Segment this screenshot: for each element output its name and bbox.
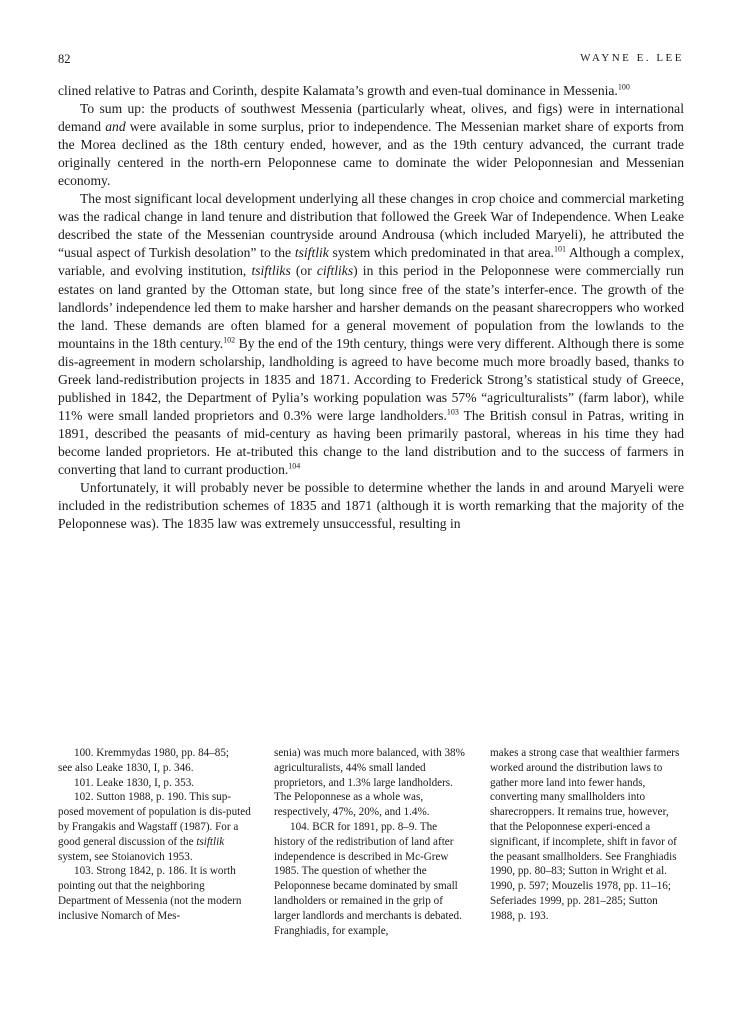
footnote: 101. Leake 1830, I, p. 353. [74,776,195,789]
paragraph: The most significant local development underlying all these changes in crop choice and commercial marketing was the radical change in land tenure and distribution that followed the Greek War of Independence. When Leake described the state of the Messenian countryside around Androusa (which included Maryeli), he attributed the “usual aspect of Turkish desolation” to the tsiftlik system which predominated in that area.$^{101}$ Although a complex, variable, and evolving institution, tsiftliks (or ciftliks) in this period in the Peloponnese were commercially run estates on land granted by the Ottoman state, but long since free of the state’s interfer-ence. The growth of the landlords’ independence led them to make harsher and harsher demands on the peasant sharecroppers who worked the land. These demands are often blamed for a general movement of population from the lowlands to the mountains in the 18th century.$^{102}$ By the end of the 19th century, things were very different. Although there is some dis-agreement in modern scholarship, landholding is agreed to have become much more broadly based, thanks to Greek land-redistribution projects in 1835 and 1871. According to Frederick Strong’s statistical study of Greece, published in 1842, the Department of Pylia’s working population was 57% “agriculturalists” (farm labor), while 11% were small landed proprietors and 0.3% were large landholders.$^{103}$ The British consul in Patras, writing in 1891, described the peasants of mid-century as having been primarily pastoral, whereas in his time they had become landed proprietors. He at-tributed this change to the land distribution and to the success of farmers in converting that land to currant production.$^{104}$ [58,191,684,477]
footnote-ref[interactable]: 101 [553,244,566,254]
page-header [58,52,684,72]
footnote-ref[interactable]: 103 [446,407,459,417]
footnote-column [274,746,468,938]
footnote-column [58,746,252,924]
main-text [58,82,684,533]
paragraph: clined relative to Patras and Corinth, despite Kalamata’s growth and even-tual dominance in Messenia.$^{100}$ [58,82,630,98]
footnote: 102. Sutton 1988, p. 190. This sup-posed movement of population is dis-puted by Frangakis and Wagstaff (1987). For a good general discussion of the tsiftlik system, see Stoianovich 1953. [58,791,251,863]
footnote-continued: senia) was much more balanced, with 38% agriculturalists, 44% small landed proprietors, and 1.3% large landholders. The Peloponnese as a whole was, respectively, 47%, 20%, and 1.4%. [274,747,465,819]
footnote-continued: see also Leake 1830, I, p. 346. [58,761,194,774]
footnotes [58,746,684,946]
footnote-column [490,746,684,924]
paragraph: Unfortunately, it will probably never be possible to determine whether the lands in and around Maryeli were included in the redistribution schemes of 1835 and 1871 (although it is worth remarking that the majority of the Peloponnese was). The 1835 law was extremely unsuccessful, resulting in [58,480,684,532]
footnote-ref[interactable]: 104 [288,461,301,471]
footnote: 103. Strong 1842, p. 186. It is worth pointing out that the neighboring Department of Messenia (not the modern inclusive Nomarch of Mes- [58,865,242,922]
footnote-continued: makes a strong case that wealthier farmers worked around the distribution laws to gather more land into fewer hands, converting many smallholders into sharecroppers. It remains true, however, that the Peloponnese experi-enced a significant, if incomplete, shift in favor of the peasant smallholders. See Franghiadis 1990, pp. 80–83; Sutton in Wright et al. 1990, p. 597; Mouzelis 1978, pp. 11–16; Seferiades 1999, pp. 281–285; Sutton 1988, p. 193. [490,747,680,922]
footnote-ref[interactable]: 100 [617,82,630,92]
footnote-ref[interactable]: 102 [223,335,236,345]
footnote: 104. BCR for 1891, pp. 8–9. The history of the redistribution of land after independence is described in Mc-Grew 1985. The question of whether the Peloponnese became dominated by small landholders or remained in the grip of larger landlords and merchants is debated. Franghiadis, for example, [274,820,462,937]
footnote: 100. Kremmydas 1980, pp. 84–85; [74,747,230,759]
page-number: 82 [58,52,71,66]
paragraph: To sum up: the products of southwest Messenia (particularly wheat, olives, and figs) were in international demand and were available in some surplus, prior to independence. The Messenian market share of exports from the Morea declined as the 18th century ended, however, and as the 19th century advanced, the currant trade originally centered in the north-ern Peloponnese came to dominate the wider Peloponnesian and Messenian economy. [58,101,684,189]
running-head: WAYNE E. LEE [580,52,684,64]
